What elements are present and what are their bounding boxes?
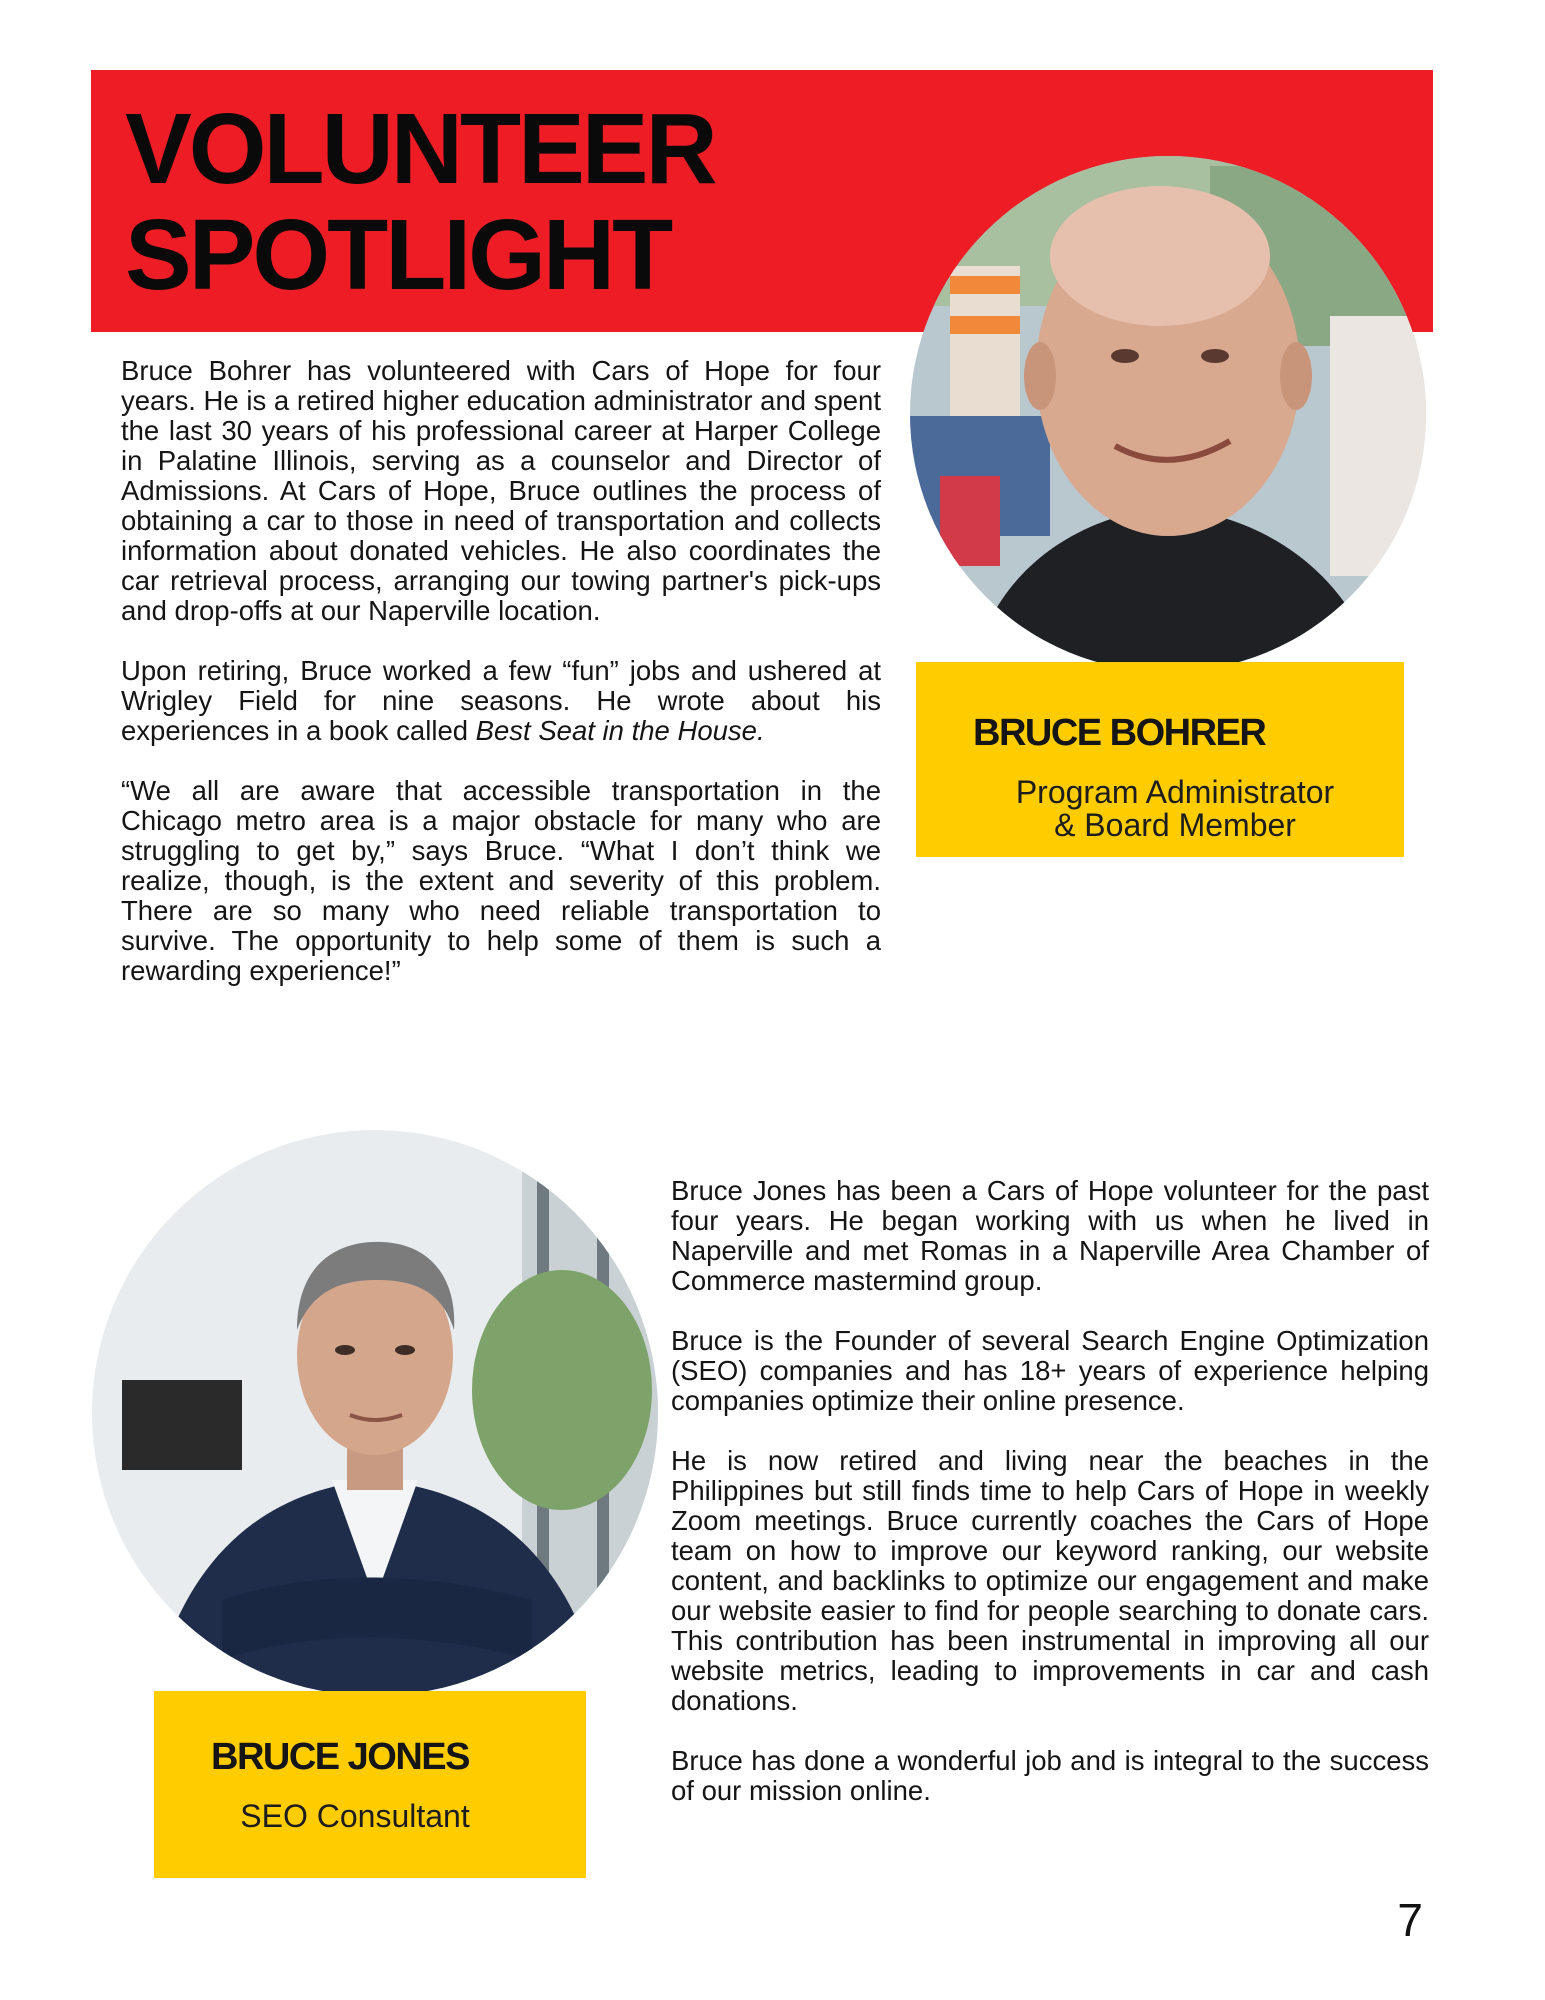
page-number: 7 <box>1397 1894 1423 1946</box>
bruce-jones-bio-paragraph: Bruce is the Founder of several Search Engine Optimization (SEO) companies and has 18+ years of experience helping companies optimize their online presence. <box>671 1325 1429 1416</box>
page-title: VOLUNTEER SPOTLIGHT <box>125 93 715 311</box>
bruce-bohrer-role: Program Administrator & Board Member <box>1015 774 1335 843</box>
bruce-jones-photo <box>92 1130 658 1696</box>
bruce-jones-bio <box>671 1176 1429 1806</box>
bruce-jones-name-box <box>154 1691 586 1878</box>
bruce-bohrer-bio-paragraph: Bruce Bohrer has volunteered with Cars of Hope for four years. He is a retired higher education administrator and spent the last 30 years of his professional career at Harper College in Palatine Illinois, serving as a counselor and Director of Admissions. At Cars of Hope, Bruce outlines the process of obtaining a car to those in need of transportation and collects information about donated vehicles. He also coordinates the car retrieval process, arranging our towing partner's pick-ups and drop-offs at our Naperville location. <box>121 355 881 626</box>
bruce-bohrer-quote: “We all are aware that accessible transportation in the Chicago metro area is a major obstacle for many who are struggling to get by,” says Bruce. “What I don’t think we realize, though, is the extent and severity of this problem. There are so many who need reliable transportation to survive. The opportunity to help some of them is such a rewarding experience!” <box>121 775 881 986</box>
bruce-bohrer-photo <box>910 156 1426 672</box>
book-title: Best Seat in the House. <box>475 715 765 746</box>
bruce-jones-bio-paragraph: Bruce has done a wonderful job and is integral to the success of our mission online. <box>671 1745 1429 1806</box>
bruce-bohrer-name: BRUCE BOHRER <box>973 712 1266 754</box>
bio-text: Upon retiring, Bruce worked a few “fun” jobs and ushered at Wrigley Field for nine seasons. He wrote about his experiences in a book called <box>121 655 881 746</box>
bruce-jones-bio-paragraph: He is now retired and living near the beaches in the Philippines but still finds time to help Cars of Hope in weekly Zoom meetings. Bruce currently coaches the Cars of Hope team on how to improve our keyword ranking, our website content, and backlinks to optimize our engagement and make our website easier to find for people searching to donate cars. This contribution has been instrumental in improving all our website metrics, leading to improvements in car and cash donations. <box>671 1445 1429 1716</box>
bruce-jones-bio-paragraph: Bruce Jones has been a Cars of Hope volunteer for the past four years. He began working with us when he lived in Naperville and met Romas in a Naperville Area Chamber of Commerce mastermind group. <box>671 1175 1429 1296</box>
bruce-bohrer-bio <box>121 356 881 986</box>
bruce-jones-role: SEO Consultant <box>240 1798 470 1834</box>
bruce-bohrer-bio-paragraph <box>121 656 881 746</box>
bruce-jones-name: BRUCE JONES <box>211 1736 469 1778</box>
